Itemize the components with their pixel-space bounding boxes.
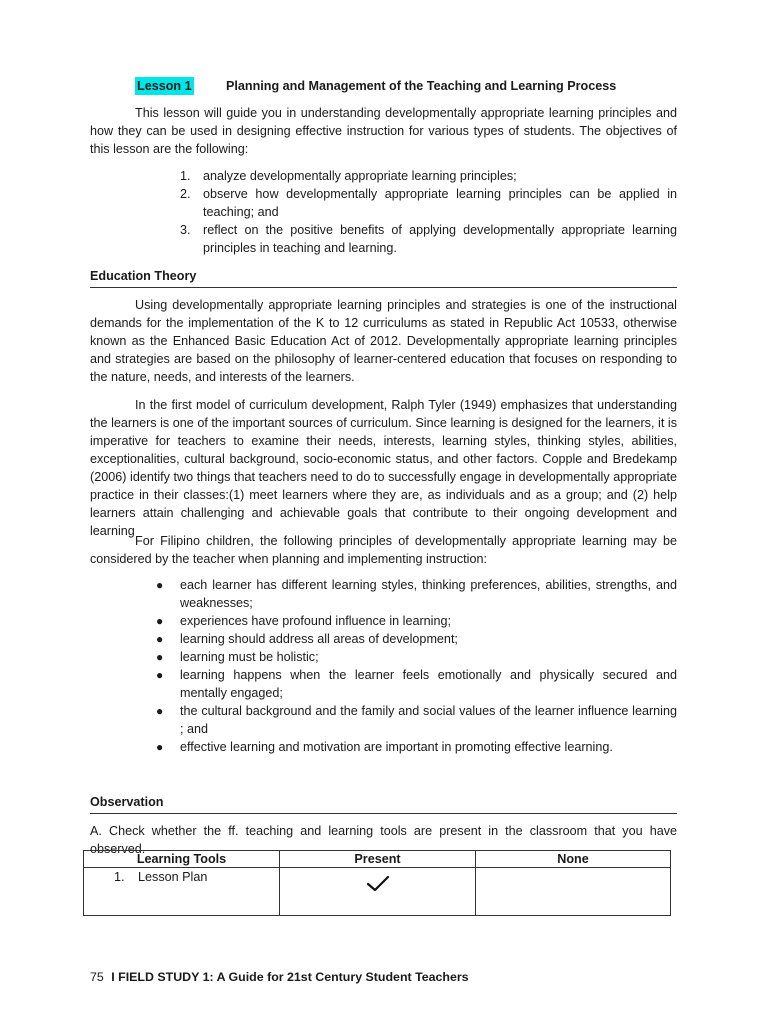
check-icon <box>366 874 390 894</box>
footer-title: I FIELD STUDY 1: A Guide for 21st Century Student Teachers <box>111 970 469 984</box>
lesson-tag: Lesson 1 <box>137 79 192 93</box>
list-item: ● effective learning and motivation are important in promoting effective learning. <box>156 740 613 754</box>
page-number: 75 <box>90 970 104 984</box>
theory-paragraph-1: Using developmentally appropriate learning principles and strategies is one of the instructional demands for the implementation of the K to 12 curriculums as stated in Republic Act 10533, otherwise known as the Enhanced Basic Education Act of 2012. Developmentally appropriate learning principles and strategies are based on the philosophy of learner-centered education that focuses on responding to the nature, needs, and interests of the learners. <box>90 298 677 384</box>
observation-instruction: A. Check whether the ff. teaching and learning tools are present in the classroom that you have observed. <box>90 824 677 856</box>
bullet-icon: ● <box>156 632 164 646</box>
present-cell[interactable] <box>280 868 476 916</box>
education-theory-heading: Education Theory <box>90 267 677 288</box>
list-item: ● the cultural background and the family and social values of the learner influence learning ; and <box>156 704 677 736</box>
column-header-present: Present <box>280 851 476 868</box>
theory-paragraph-3: For Filipino children, the following principles of developmentally appropriate learning may be considered by the teacher when planning and implementing instruction: <box>90 534 677 566</box>
table-row <box>84 868 671 916</box>
list-item: 3. reflect on the positive benefits of applying developmentally appropriate learning principles in teaching and learning. <box>180 223 677 255</box>
column-header-learning-tools: Learning Tools <box>84 851 280 868</box>
list-item: ● learning should address all areas of development; <box>156 632 458 646</box>
principles-list <box>156 576 677 756</box>
page-footer <box>90 968 469 986</box>
list-item: ● each learner has different learning styles, thinking preferences, abilities, strengths, and weaknesses; <box>156 578 677 610</box>
list-item: ● experiences have profound influence in learning; <box>156 614 451 628</box>
theory-paragraph-2: In the first model of curriculum development, Ralph Tyler (1949) emphasizes that understanding the learners is one of the important sources of curriculum. Since learning is designed for the learners, it is imperative for teachers to examine their needs, interests, learning styles, thinking styles, abilities, exceptionalities, cultural background, socio-economic status, and other factors. Copple and Bredekamp (2006) identify two things that teachers need to do to successfully engage in developmentally appropriate practice in their classes:(1) meet learners where they are, as individuals and as a group; and (2) help learners attain challenging and achievable goals that contribute to their ongoing development and learning <box>90 398 677 538</box>
list-item: 2. observe how developmentally appropriate learning principles can be applied in teaching; and <box>180 187 677 219</box>
list-item: ● learning happens when the learner feels emotionally and physically secured and mentally engaged; <box>156 668 677 700</box>
list-item: 1. analyze developmentally appropriate learning principles; <box>180 169 517 183</box>
bullet-icon: ● <box>156 668 164 682</box>
tool-cell: 1. Lesson Plan <box>84 868 280 916</box>
observation-heading: Observation <box>90 793 677 814</box>
list-item: ● learning must be holistic; <box>156 650 319 664</box>
bullet-icon: ● <box>156 704 164 718</box>
bullet-icon: ● <box>156 614 164 628</box>
intro-paragraph: This lesson will guide you in understanding developmentally appropriate learning principles and how they can be used in designing effective instruction for various types of students. The objectives of this lesson are the following: <box>90 106 677 156</box>
objectives-list <box>180 167 677 257</box>
bullet-icon: ● <box>156 740 164 754</box>
learning-tools-table <box>83 850 671 916</box>
bullet-icon: ● <box>156 650 164 664</box>
column-header-none: None <box>476 851 671 868</box>
table-header-row <box>84 851 671 868</box>
lesson-title: Planning and Management of the Teaching and Learning Process <box>226 79 617 93</box>
bullet-icon: ● <box>156 578 164 592</box>
none-cell[interactable] <box>476 868 671 916</box>
